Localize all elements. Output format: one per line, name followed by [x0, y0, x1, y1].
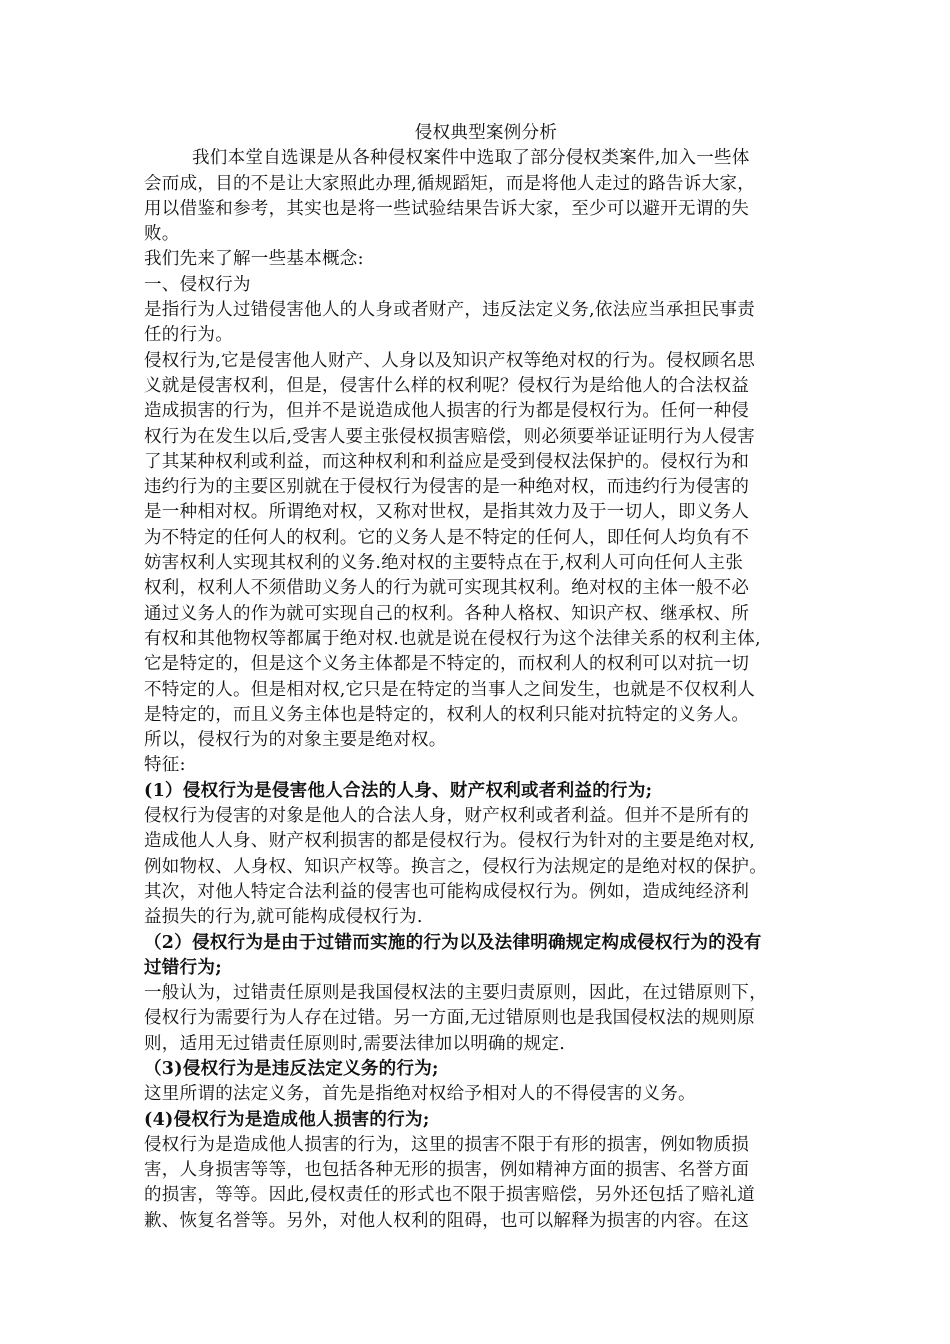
feature-line: 侵权行为需要行为人存在过错。另一方面,无过错原则也是我国侵权法的规则原 — [144, 1008, 756, 1029]
feature-line: 的损害，等等。因此,侵权责任的形式也不限于损害赔偿，另外还包括了赔礼道 — [144, 1185, 756, 1206]
explanation-line: 为不特定的任何人的权利。它的义务人是不特定的任何人，即任何人均负有不 — [144, 527, 750, 548]
features-label: 特征: — [144, 755, 186, 776]
concepts-intro: 我们先来了解一些基本概念: — [144, 249, 364, 270]
feature-line: 益损失的行为,就可能构成侵权行为. — [144, 907, 423, 928]
explanation-line: 不特定的人。但是相对权,它只是在特定的当事人之间发生，也就是不仅权利人 — [144, 679, 756, 700]
definition-line: 是指行为人过错侵害他人的人身或者财产，违反法定义务,依法应当承担民事责 — [144, 300, 756, 321]
document-title: 侵权典型案例分析 — [414, 123, 558, 143]
feature-line: 歉、恢复名誉等。另外，对他人权利的阻碍，也可以解释为损害的内容。在这 — [144, 1210, 750, 1231]
feature-line: 造成他人人身、财产权利损害的都是侵权行为。侵权行为针对的主要是绝对权, — [144, 831, 756, 852]
intro-line: 败。 — [144, 224, 180, 245]
explanation-line: 是特定的，而且义务主体也是特定的，权利人的权利只能对抗特定的义务人。 — [144, 704, 750, 725]
feature-line: 侵权行为侵害的对象是他人的合法人身，财产权利或者利益。但并不是所有的 — [144, 806, 750, 827]
feature-heading: 过错行为; — [144, 957, 222, 978]
explanation-line: 侵权行为,它是侵害他人财产、人身以及知识产权等绝对权的行为。侵权顾名思 — [144, 350, 756, 371]
feature-heading: （2）侵权行为是由于过错而实施的行为以及法律明确规定构成侵权行为的没有 — [144, 932, 762, 953]
definition-line: 任的行为。 — [144, 325, 233, 346]
feature-line: 一般认为，过错责任原则是我国侵权法的主要归责原则，因此，在过错原则下， — [144, 983, 767, 1004]
explanation-line: 造成损害的行为，但并不是说造成他人损害的行为都是侵权行为。任何一种侵 — [144, 401, 750, 422]
feature-heading: (4)侵权行为是造成他人损害的行为; — [144, 1109, 430, 1130]
explanation-line: 所以，侵权行为的对象主要是绝对权。 — [144, 730, 447, 751]
explanation-line: 违约行为的主要区别就在于侵权行为侵害的是一种绝对权，而违约行为侵害的 — [144, 477, 750, 498]
explanation-line: 是一种相对权。所谓绝对权，又称对世权，是指其效力及于一切人，即义务人 — [144, 502, 750, 523]
explanation-line: 权行为在发生以后,受害人要主张侵权损害赔偿，则必须要举证证明行为人侵害 — [144, 426, 756, 447]
explanation-line: 它是特定的，但是这个义务主体都是不特定的，而权利人的权利可以对抗一切 — [144, 654, 750, 675]
intro-line: 会而成，目的不是让大家照此办理,循规蹈矩，而是将他人走过的路告诉大家， — [144, 173, 756, 194]
document-page — [144, 121, 812, 1234]
explanation-line: 有权和其他物权等都属于绝对权.也就是说在侵权行为这个法律关系的权利主体, — [144, 628, 761, 649]
feature-line: 其次，对他人特定合法利益的侵害也可能构成侵权行为。例如，造成纯经济利 — [144, 881, 750, 902]
feature-line: 这里所谓的法定义务，首先是指绝对权给予相对人的不得侵害的义务。 — [144, 1084, 696, 1105]
intro-line: 我们本堂自选课是从各种侵权案件中选取了部分侵权类案件,加入一些体 — [192, 148, 750, 169]
feature-heading: （3)侵权行为是违反法定义务的行为; — [144, 1058, 439, 1079]
section-heading: 一、侵权行为 — [144, 274, 251, 295]
feature-line: 害，人身损害等等，也包括各种无形的损害，例如精神方面的损害、名誉方面 — [144, 1160, 750, 1181]
feature-line: 侵权行为是造成他人损害的行为，这里的损害不限于有形的损害，例如物质损 — [144, 1134, 750, 1155]
explanation-line: 权利，权利人不须借助义务人的行为就可实现其权利。绝对权的主体一般不必 — [144, 578, 750, 599]
feature-line: 例如物权、人身权、知识产权等。换言之，侵权行为法规定的是绝对权的保护。 — [144, 856, 767, 877]
explanation-line: 通过义务人的作为就可实现自己的权利。各种人格权、知识产权、继承权、所 — [144, 603, 750, 624]
explanation-line: 妨害权利人实现其权利的义务.绝对权的主要特点在于,权利人可向任何人主张 — [144, 553, 744, 574]
explanation-line: 义就是侵害权利，但是，侵害什么样的权利呢？侵权行为是给他人的合法权益 — [144, 375, 750, 396]
explanation-line: 了其某种权利或利益，而这种权利和利益应是受到侵权法保护的。侵权行为和 — [144, 451, 750, 472]
feature-heading: (1）侵权行为是侵害他人合法的人身、财产权利或者利益的行为; — [144, 780, 653, 801]
intro-line: 用以借鉴和参考，其实也是将一些试验结果告诉大家，至少可以避开无谓的失 — [144, 198, 750, 219]
feature-line: 则，适用无过错责任原则时,需要法律加以明确的规定. — [144, 1033, 566, 1054]
